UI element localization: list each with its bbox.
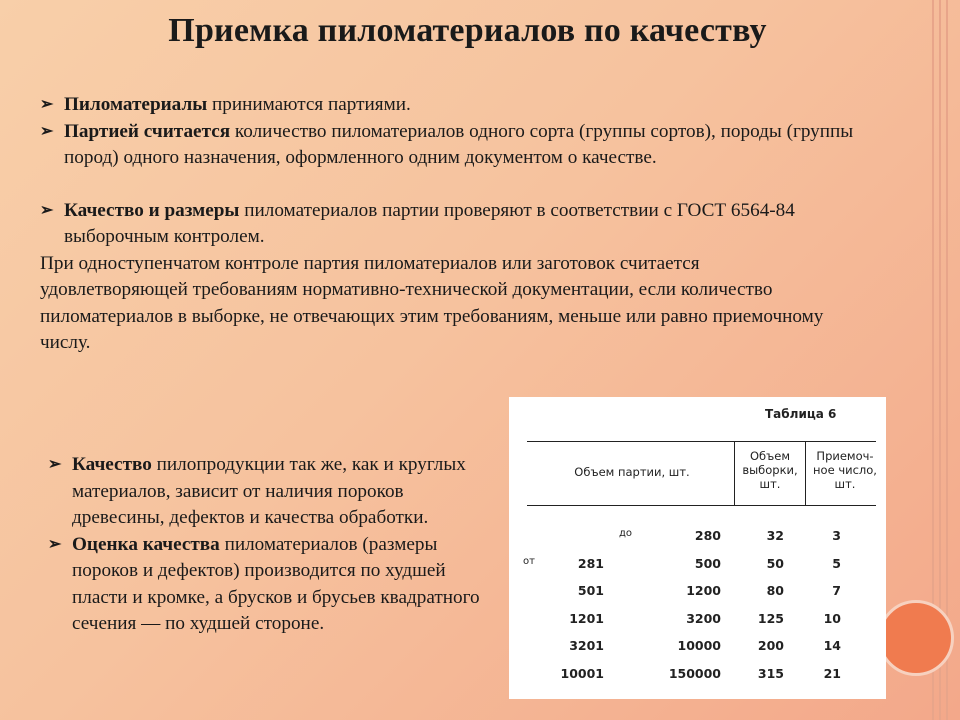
arrow-bullet-icon: ➢ [40,201,54,219]
row-to: 280 [694,528,721,543]
control-paragraph: При одноступенчатом контроле партия пиломатериалов или заготовок считается удовлетворяющей требованиям нормативно-технической документации, если количество пиломатериалов в выборке, не отвечающих этим требованиям, меньше или равно приемочному числу. [40,252,824,353]
row-accept: 14 [823,638,841,653]
row-to: 150000 [668,665,721,681]
row-accept: 10 [823,610,841,626]
row-sample: 125 [757,610,784,626]
header-batch-volume: Объем партии, шт. [574,465,690,479]
bullet-list-bottom [48,452,496,638]
row-sample: 50 [766,555,784,571]
arrow-bullet-icon: ➢ [40,122,54,140]
bullet-text: пиломатериалов (размеры пороков и дефектов) производится по худшей пласти и кромке, а брусков и брусьев квадратного сечения — по худшей стороне. [72,533,480,634]
bullet-text: пиломатериалов партии проверяют в соответствии с ГОСТ 6564-84 выборочным контролем. [64,199,795,247]
row-sample: 200 [757,638,784,653]
bullet-item [40,92,890,119]
bullet-text: пилопродукции так же, как и круглых материалов, зависит от наличия пороков древесины, дефектов и качества обработки. [72,454,466,528]
bullet-item [48,452,496,532]
row-accept: 3 [832,528,841,543]
bullet-bold: Пиломатериалы [64,94,208,115]
row-to: 10000 [677,638,721,653]
bullet-text: принимаются партиями. [207,94,411,115]
row-from: 1201 [569,610,604,626]
bullet-bold: Партией считается [64,120,231,142]
row-from: 281 [577,555,604,571]
bullet-item [40,119,890,172]
row-to: 1200 [686,583,721,598]
arrow-bullet-icon: ➢ [40,96,54,113]
row-to: 3200 [686,610,721,626]
header-acceptance-number: Приемоч-ное число, шт. [813,449,877,491]
header-sample-volume: Объем выборки, шт. [742,449,798,491]
row-from: 501 [577,583,604,598]
bullet-item [48,532,496,638]
row-from-word: до [619,528,633,539]
arrow-bullet-icon: ➢ [48,535,62,553]
row-sample: 32 [766,528,784,543]
slide-title: Приемка пиломатериалов по качеству [168,12,767,49]
arrow-bullet-icon: ➢ [48,456,62,473]
bullet-bold: Качество [72,454,152,475]
table-caption: Таблица 6 [765,407,837,421]
row-accept: 5 [832,555,841,571]
sampling-table [509,397,886,699]
bullet-item [40,198,890,251]
row-accept: 7 [832,583,841,598]
decorative-circle [878,600,954,676]
row-prefix: от [523,555,535,567]
row-sample: 80 [766,583,784,598]
row-from: 3201 [569,638,604,653]
bullet-list-top [40,92,890,357]
row-sample: 315 [757,665,784,681]
bullet-bold: Оценка качества [72,533,220,555]
bullet-text: количество пиломатериалов одного сорта (группы сортов), породы (группы пород) одного назначения, оформленного одним документом о качестве. [64,120,854,168]
bullet-bold: Качество и размеры [64,199,240,221]
row-from: 10001 [560,665,604,681]
row-accept: 21 [823,665,841,681]
row-to: 500 [694,555,721,571]
